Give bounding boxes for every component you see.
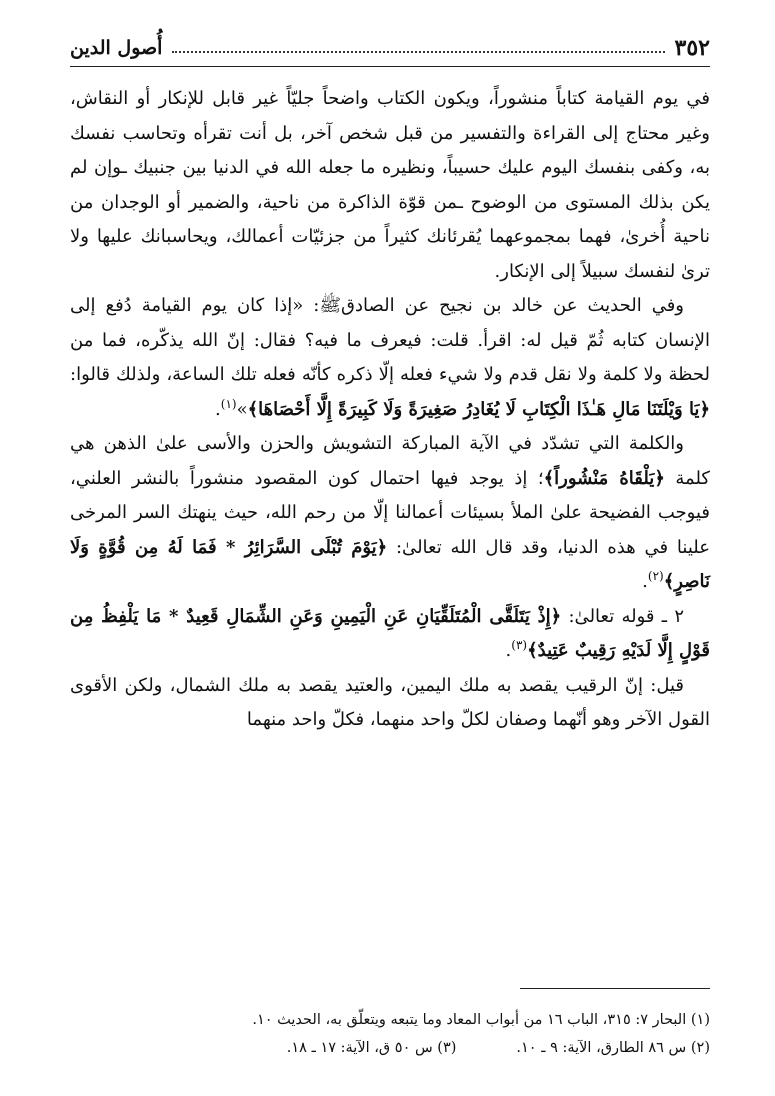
page-header bbox=[70, 30, 710, 67]
footnote-row bbox=[70, 1034, 710, 1062]
footnote-1: (١) البحار ٧: ٣١٥، الباب ١٦ من أبواب المعاد وما يتبعه ويتعلّق به، الحديث ١٠. bbox=[252, 1012, 710, 1028]
page-number: ٣٥٢ bbox=[674, 35, 710, 61]
text-run: . bbox=[505, 640, 512, 661]
text-run: » bbox=[236, 398, 248, 420]
paragraph bbox=[70, 669, 710, 738]
footnote-ref: (١) bbox=[220, 396, 237, 411]
paragraph bbox=[70, 600, 710, 669]
quran-verse: ﴿يَوْمَ تُبْلَى السَّرَائِرُ * فَمَا لَهُ مِن قُوَّةٍ وَلَا نَاصِرٍ﴾ bbox=[70, 536, 710, 592]
footnote-ref: (٢) bbox=[647, 569, 664, 583]
book-page bbox=[70, 30, 710, 1070]
footnote-2: (٢) س ٨٦ الطارق، الآية: ٩ ـ ١٠. bbox=[516, 1040, 710, 1056]
quran-verse: ﴿يَا وَيْلَتَنَا مَالِ هَـٰذَا الْكِتَابِ لَا يُغَادِرُ صَغِيرَةً وَلَا كَبِيرَةً إِلَّا أَحْصَاهَا﴾ bbox=[247, 398, 710, 420]
main-text bbox=[70, 82, 710, 738]
text-run: في يوم القيامة كتاباً منشوراً، ويكون الكتاب واضحاً جليّاً غير قابل للإنكار أو النقاش، وغير محتاج إلى القراءة والتفسير من قبل شخص آخر، بل أنت تقرأه وتحاسب نفسك به، وكفى بنفسك اليوم عليك حسيباً، ونظيره ما جعله الله في الدنيا بين جنبيك ـوإن لم يكن بذلك المستوى من الوضوح ـمن قوّة الذاكرة من ناحية، والضمير أو الوجدان من ناحية أُخرىٰ، فهما بمجموعهما يُقرئانك كثيراً من جزئيّات أعمالك، ويحاسبانك عليها ولا ترىٰ لنفسك سبيلاً إلى الإنكار. bbox=[70, 88, 710, 282]
text-run: ٢ ـ قوله تعالىٰ: bbox=[561, 605, 684, 627]
paragraph bbox=[70, 427, 710, 600]
paragraph bbox=[70, 82, 710, 289]
text-run: والكلمة التي تشدّد في الآية المباركة التشويش والحزن والأسى علىٰ الذهن هي كلمة bbox=[70, 433, 710, 489]
text-run: ؛ إذ يوجد فيها احتمال كون المقصود منشوراً بالنشر العلني، فيوجب الفضيحة علىٰ الملأ بسيئات أعمالنا إلّا من رحم الله، حيث ينهتك السر المرخى علينا في هذه الدنيا، وقد قال الله تعالىٰ: bbox=[70, 467, 710, 558]
footnote-3: (٣) س ٥٠ ق، الآية: ١٧ ـ ١٨. bbox=[286, 1040, 457, 1056]
footnote-ref: (٣) bbox=[511, 638, 528, 652]
text-run: . bbox=[642, 571, 648, 592]
header-dot-leader bbox=[172, 51, 664, 53]
running-title: أُصول الدين bbox=[70, 37, 163, 59]
footnote-separator bbox=[520, 988, 710, 989]
paragraph bbox=[70, 289, 710, 427]
footnotes bbox=[70, 1006, 710, 1062]
text-run: قيل: إنّ الرقيب يقصد به ملك اليمين، والعتيد يقصد به ملك الشمال، ولكن الأقوى القول الآخر وهو أنّهما وصفان لكلّ واحد منهما، فكلّ واحد منهما bbox=[70, 674, 710, 730]
quran-verse: ﴿إِذْ يَتَلَقَّى الْمُتَلَقِّيَانِ عَنِ الْيَمِينِ وَعَنِ الشِّمَالِ قَعِيدٌ * مَا يَلْفِظُ مِن قَوْلٍ إِلَّا لَدَيْهِ رَقِيبٌ عَتِيدٌ﴾ bbox=[70, 605, 710, 661]
quran-verse: ﴿يَلْقَاهُ مَنْشُوراً﴾ bbox=[543, 467, 665, 489]
text-run: . bbox=[215, 398, 221, 420]
text-run: وفي الحديث عن خالد بن نجيح عن الصادقﷺ: «إذا كان يوم القيامة دُفع إلى الإنسان كتابه ثُمّ قيل له: اقرأ. قلت: فيعرف ما فيه؟ فقال: إنّ الله يذكّره، فما من لحظة ولا كلمة ولا نقل قدم ولا شيء فعله إلّا ذكره كأنّه فعله تلك الساعة، ولذلك قالوا: bbox=[70, 295, 710, 385]
